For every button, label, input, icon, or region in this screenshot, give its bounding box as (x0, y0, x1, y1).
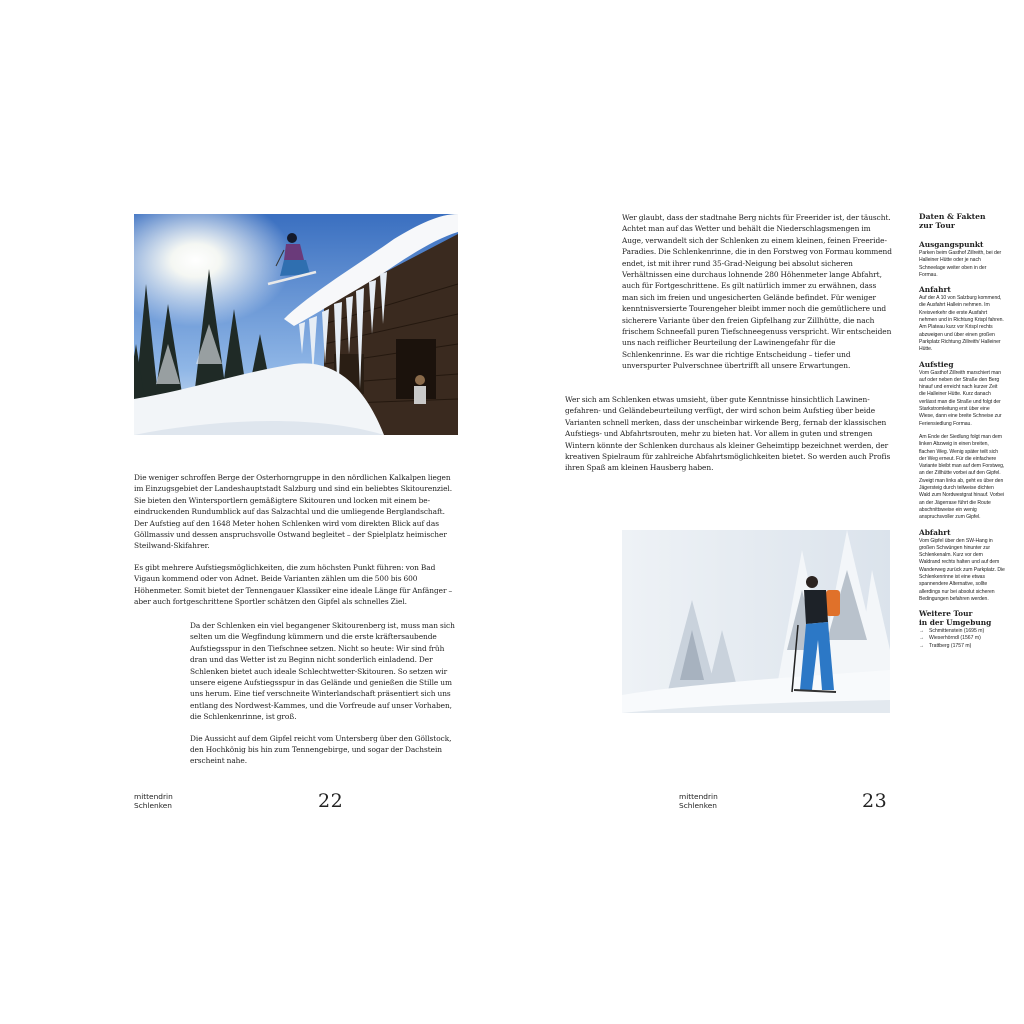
right-body-text (565, 394, 892, 484)
facts-sidebar (919, 212, 1005, 656)
section-text: Vom Gipfel über den SW-Hang in großen Schwüngen hinunter zur Schlenkenalm. Kurz vor dem Waldrand rechts halten und auf dem Wanderweg zurück zum Parkplatz. Die Schlenkenrinne ist eine etwas spannendere Alternative, sollte allerdings nur bei absolut sicheren Bedingungen befahren werden. (919, 537, 1005, 602)
section-anfahrt (919, 285, 1005, 353)
right-footer-label (679, 792, 718, 810)
list-item: → Schmittenstein (1695 m) (919, 628, 985, 635)
paragraph: Es gibt mehrere Aufstiegsmöglichkeiten, die zum höchsten Punkt führen: von Bad Vigaun kommend oder von Adnet. Beide Varianten zählen um die 500 bis 600 Höhenmeter. Somit bietet der Tennengauer Klassiker eine ideale Länge für Anfänger – aber auch fortgeschrittene Sportler schätzen den Gipfel als schnelles Ziel. (134, 562, 453, 607)
section-heading: Aufstieg (919, 359, 954, 369)
section-text: Am Ende der Siedlung folgt man dem linken Abzweig in einen breiten, flachen Weg. Wenig später teilt sich der Weg erneut. Für die einfachere Variante bleibt man auf dem Forstweg, an der Zillhütte vorbei auf den Gipfel. Zweigt man links ab, geht es über den Jägersteig durch teilweise dichten Wald zum Nordwestgrat hinauf. Vorbei an der Jägerrase führt die Route abschnittsweise ein wenig anspruchsvoller zum Gipfel. (919, 433, 1005, 521)
page-number-right: 23 (862, 790, 888, 812)
page-number-left: 22 (318, 790, 344, 812)
section-ausgangspunkt (919, 240, 1005, 279)
section-aufstieg (919, 360, 1005, 522)
section-weitere-tour (919, 609, 1005, 650)
footer-section: mittendrin (134, 792, 173, 801)
sidebar-title: Daten & Fakten zur Tour (919, 212, 986, 230)
section-heading: Ausgangspunkt (919, 240, 984, 249)
section-heading: Weitere Tour in der Umgebung (919, 609, 992, 628)
photo-ski-tourer (622, 530, 890, 713)
arrow-right-icon: → (919, 628, 925, 635)
left-footer-label (134, 792, 173, 810)
footer-chapter: Schlenken (134, 801, 172, 810)
more-tours-list (919, 628, 1005, 650)
section-heading: Anfahrt (919, 285, 951, 295)
list-item: → Wieserhörndl (1567 m) (919, 635, 981, 642)
arrow-right-icon: → (919, 635, 925, 642)
paragraph: Die weniger schroffen Berge der Osterhorngruppe in den nördlichen Kalkalpen liegen im Einzugsgebiet der Landeshauptstadt Salzburg und sind ein beliebtes Skitourenziel. Sie bieten den Wintersportlern gemäßigtere Skitouren und locken mit einem beeindruckenden Rundumblick auf das Salzachtal und die umliegende Berglandschaft. Der Aufstieg auf den 1648 Meter hohen Schlenken wird vom direkten Blick auf das Göllmassiv und dessen anspruchsvolle Ostwand begleitet – der Spielplatz heimischer Steilwand-Skifahrer. (134, 473, 453, 551)
left-indented-text (190, 620, 460, 777)
footer-section: mittendrin (679, 792, 718, 801)
section-text: Vom Gasthof Zillreith marschiert man auf oder neben der Straße den Berg hinauf und erreicht nach kurzer Zeit die Halleiner Hütte. Kurz danach verlässt man die Straße und folgt der Starkstromleitung erst über eine Wiese, dann eine breite Schneise zur Feriensiedlung Formau. (919, 369, 1002, 427)
photo-ski-jump (134, 214, 458, 435)
section-text: Parken beim Gasthof Zillreith, bei der Halleiner Hütte oder je nach Schneelage weiter oben in der Formau. (919, 250, 1002, 278)
right-indented-text (622, 212, 892, 382)
section-heading: Abfahrt (919, 527, 951, 537)
list-item: → Trattberg (1757 m) (919, 642, 972, 649)
paragraph: Die Aussicht auf dem Gipfel reicht vom Untersberg über den Göllstock, den Hochkönig bis hin zum Tennengebirge, und sogar der Dachstein erscheint nahe. (190, 733, 452, 766)
footer-chapter: Schlenken (679, 801, 717, 810)
paragraph: Wer glaubt, dass der stadtnahe Berg nichts für Freerider ist, der täuscht. Achtet man auf das Wetter und behält die Niederschlagsmengen im Auge, verwandelt sich der Schlenken zu einem kleinen, feinen Freeride-Paradies. Die Schlenkenrinne, die in den Forstweg von Formau kommend endet, ist mit ihrer rund 35-Grad-Neigung bei absolut sicheren Verhältnissen eine durchaus lohnende 280 Höhenmeter lange Abfahrt, auch für Fortgeschrittene. Es gilt natürlich immer zu erwähnen, dass man sich im freien und ungesicherten Gelände befindet. Für weniger kenntnisversierte Tourengeher bleibt immer noch die gemütlichere und sicherere Variante über den freien Gipfelhang zur Zillhütte, die nach frischem Schneefall puren Tiefschneegenuss verspricht. Wir entscheiden uns nach reiflicher Beurteilung der Lawinengefahr für die Schlenkenrinne. Es war die richtige Entscheidung – tiefer und unverspurter Pulverschnee übertrifft all unsere Erwartungen. (622, 213, 892, 371)
paragraph: Da der Schlenken ein viel begangener Skitourenberg ist, muss man sich selten um die Wegfindung kümmern und die erste kräftersaubende Aufstiegsspur in den Tiefschnee setzen. Nicht so heute: Wir sind früh dran und das Wetter ist zu Beginn nicht sonderlich einladend. Der Schlenken bietet auch ideale Schlechtwetter-Skitouren. So setzen wir unsere eigene Aufstiegsspur in das Gelände und genießen die Stille um uns herum. Eine tief verschneite Winterlandschaft präsentiert sich uns entlang des Nordwest-Kammes, und die Vorfreude auf unser Vorhaben, die Schlenkenrinne, ist groß. (190, 621, 455, 722)
paragraph: Wer sich am Schlenken etwas umsieht, über gute Kenntnisse hinsichtlich Lawinengefahren- und Geländebeurteilung verfügt, der wird schon beim Aufstieg über beide Varianten schnell merken, dass der unscheinbar wirkende Berg, fernab der klassischen Aufstiegs- und Abfahrtsrouten, mehr zu bieten hat. Vor allem in guten und strengen Wintern könnte der Schlenken durchaus als kleiner Geheimtipp bezeichnet werden, der kreativen Spielraum für zahlreiche Abfahrtsmöglichkeiten bietet. So werden auch Profis ihren Spaß am kleinen Hausberg haben. (565, 395, 891, 473)
section-abfahrt (919, 528, 1005, 604)
left-intro-text (134, 472, 460, 617)
section-text: Auf der A 10 von Salzburg kommend, die Ausfahrt Hallein nehmen. Im Kreisverkehr die erste Ausfahrt nehmen und in Richtung Krispl fahren. Am Plateau kurz vor Krispl rechts abzweigen und über einen großen Parkplatz Richtung Zillreith/ Halleiner Hütte. (919, 295, 1004, 353)
arrow-right-icon: → (919, 642, 925, 649)
